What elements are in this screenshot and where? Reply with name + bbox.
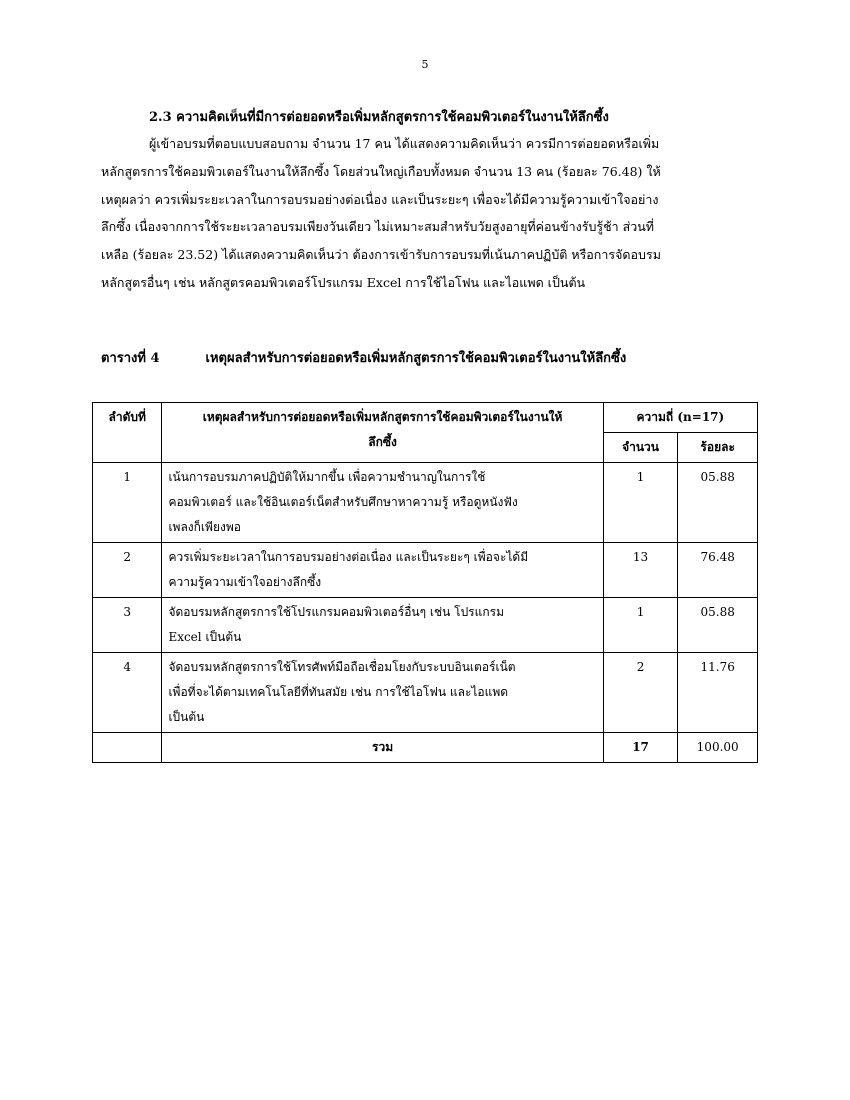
row-reason-line: ความรู้ความเข้าใจอย่างลึกซึ้ง xyxy=(168,575,322,589)
row-reason-line: เน้นการอบรมภาคปฏิบัติให้มากขึ้น เพื่อความชำนาญในการใช้ xyxy=(168,470,486,484)
row-reason-line: เพลงก็เพียงพอ xyxy=(168,520,241,534)
row-reason-line: จัดอบรมหลักสูตรการใช้โทรศัพท์มือถือเชื่อมโยงกับระบบอินเตอร์เน็ต xyxy=(168,660,516,674)
total-label: รวม xyxy=(162,733,603,763)
row-percent: 76.48 xyxy=(678,543,758,598)
row-reason xyxy=(162,543,603,598)
row-count: 13 xyxy=(603,543,678,598)
total-percent: 100.00 xyxy=(678,733,758,763)
row-reason xyxy=(162,653,603,733)
row-reason-line: ควรเพิ่มระยะเวลาในการอบรมอย่างต่อเนื่อง และเป็นระยะๆ เพื่อจะได้มี xyxy=(168,550,529,564)
row-seq: 1 xyxy=(93,463,162,543)
total-count: 17 xyxy=(603,733,678,763)
row-seq: 2 xyxy=(93,543,162,598)
row-reason xyxy=(162,598,603,653)
table-total-row xyxy=(93,733,758,763)
row-reason xyxy=(162,463,603,543)
row-reason-line: Excel เป็นต้น xyxy=(168,630,242,644)
table-caption-label: ตารางที่ 4 xyxy=(101,351,160,366)
row-seq: 3 xyxy=(93,598,162,653)
row-count: 2 xyxy=(603,653,678,733)
section-heading: 2.3 ความคิดเห็นที่มีการต่อยอดหรือเพิ่มหลักสูตรการใช้คอมพิวเตอร์ในงานให้ลึกซึ้ง xyxy=(149,110,609,125)
header-seq: ลำดับที่ xyxy=(93,403,162,463)
total-empty-cell xyxy=(93,733,162,763)
paragraph-line: หลักสูตรอื่นๆ เช่น หลักสูตรคอมพิวเตอร์โปรแกรม Excel การใช้ไอโฟน และไอแพด เป็นต้น xyxy=(101,274,586,290)
table-row xyxy=(93,653,758,733)
header-reason-line: ลึกซึ้ง xyxy=(368,435,397,449)
table-caption-text: เหตุผลสำหรับการต่อยอดหรือเพิ่มหลักสูตรการใช้คอมพิวเตอร์ในงานให้ลึกซึ้ง xyxy=(205,351,627,366)
reasons-table xyxy=(92,402,758,763)
table-row xyxy=(93,598,758,653)
paragraph-line: เหลือ (ร้อยละ 23.52) ได้แสดงความคิดเห็นว่า ต้องการเข้ารับการอบรมที่เน้นภาคปฏิบัติ หรือการจัดอบรม xyxy=(101,247,661,263)
header-percent: ร้อยละ xyxy=(678,433,758,463)
header-count: จำนวน xyxy=(603,433,678,463)
table-row xyxy=(93,543,758,598)
table-row xyxy=(93,463,758,543)
row-reason-line: เพื่อที่จะได้ตามเทคโนโลยีที่ทันสมัย เช่น การใช้ไอโฟน และไอแพด xyxy=(168,685,509,699)
row-count: 1 xyxy=(603,598,678,653)
table-caption xyxy=(101,347,761,368)
body-paragraph xyxy=(101,130,761,297)
paragraph-line: หลักสูตรการใช้คอมพิวเตอร์ในงานให้ลึกซึ้ง โดยส่วนใหญ่เกือบทั้งหมด จำนวน 13 คน (ร้อยละ 76.48) ให้ xyxy=(101,163,661,179)
row-reason-line: จัดอบรมหลักสูตรการใช้โปรแกรมคอมพิวเตอร์อื่นๆ เช่น โปรแกรม xyxy=(168,605,504,619)
header-reason-line: เหตุผลสำหรับการต่อยอดหรือเพิ่มหลักสูตรการใช้คอมพิวเตอร์ในงานให้ xyxy=(202,410,563,424)
paragraph-line: ลึกซึ้ง เนื่องจากการใช้ระยะเวลาอบรมเพียงวันเดียว ไม่เหมาะสมสำหรับวัยสูงอายุที่ค่อนข้างรับรู้ช้า ส่วนที่ xyxy=(101,219,654,235)
row-seq: 4 xyxy=(93,653,162,733)
row-reason-line: เป็นต้น xyxy=(168,710,205,724)
paragraph-line: ผู้เข้าอบรมที่ตอบแบบสอบถาม จำนวน 17 คน ได้แสดงความคิดเห็นว่า ควรมีการต่อยอดหรือเพิ่ม xyxy=(149,136,660,151)
row-percent: 11.76 xyxy=(678,653,758,733)
row-percent: 05.88 xyxy=(678,598,758,653)
row-count: 1 xyxy=(603,463,678,543)
row-percent: 05.88 xyxy=(678,463,758,543)
table-header-row xyxy=(93,403,758,433)
page-number: 5 xyxy=(421,58,429,71)
row-reason-line: คอมพิวเตอร์ และใช้อินเตอร์เน็ตสำหรับศึกษาหาความรู้ หรือดูหนังฟัง xyxy=(168,495,518,509)
header-reason xyxy=(162,403,603,463)
header-frequency: ความถี่ (n=17) xyxy=(603,403,757,433)
paragraph-line: เหตุผลว่า ควรเพิ่มระยะเวลาในการอบรมอย่างต่อเนื่อง และเป็นระยะๆ เพื่อจะได้มีความรู้ความเข้าใจอย่าง xyxy=(101,191,659,207)
